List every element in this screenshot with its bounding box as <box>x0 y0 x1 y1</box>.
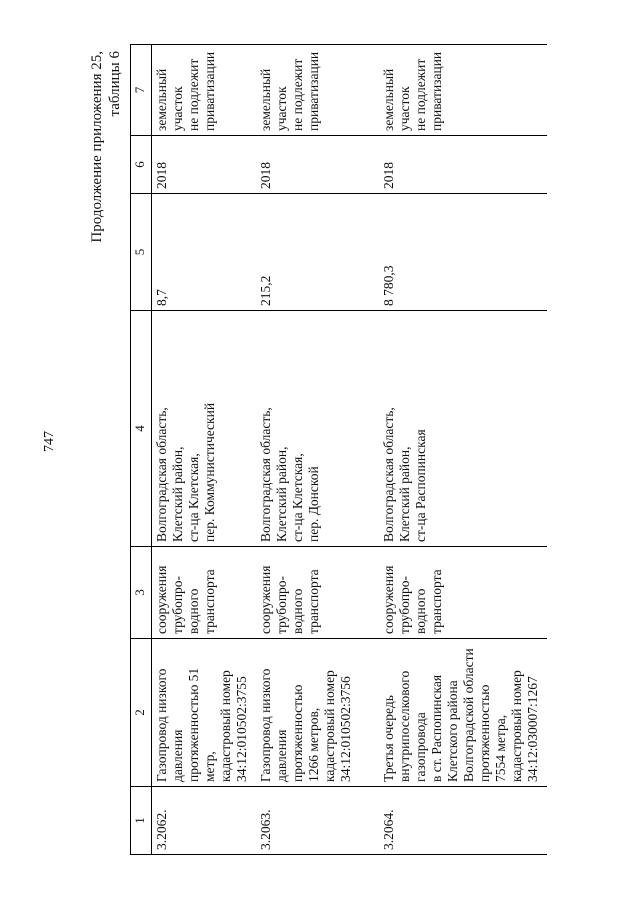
continuation-line-1: Продолжение приложения 25, <box>89 51 105 243</box>
object-note: земельный участок не подлежит приватизации <box>256 45 379 136</box>
continuation-line-2: таблицы 6 <box>107 51 123 117</box>
object-value: 215,2 <box>256 194 379 311</box>
object-note: земельный участок не подлежит приватизации <box>152 45 257 136</box>
object-value: 8,7 <box>152 194 257 311</box>
object-name: Газопровод низкого давления протяженностью 1266 метров, кадастровый номер 34:12:010502:3756 <box>256 639 379 787</box>
row-number: 3.2064. <box>379 787 547 855</box>
column-header-4: 4 <box>131 311 152 547</box>
property-table <box>130 44 547 855</box>
object-purpose: сооружения трубопро- водного транспорта <box>152 547 257 639</box>
column-header-2: 2 <box>131 639 152 787</box>
table-row <box>256 45 379 855</box>
column-header-7: 7 <box>131 45 152 136</box>
column-header-1: 1 <box>131 787 152 855</box>
object-address: Волгоградская область, Клетский район, ст-ца Клетская, пер. Донской <box>256 311 379 547</box>
object-purpose: сооружения трубопро- водного транспорта <box>256 547 379 639</box>
object-value: 8 780,3 <box>379 194 547 311</box>
table-row <box>379 45 547 855</box>
object-name: Третья очередь внутрипоселкового газопровода в ст. Распопинская Клетского района Волгоградской области протяженностью 7554 метра, кадастровый номер 34:12:030007:1267 <box>379 639 547 787</box>
row-number: 3.2062. <box>152 787 257 855</box>
object-address: Волгоградская область, Клетский район, ст-ца Распопинская <box>379 311 547 547</box>
object-address: Волгоградская область, Клетский район, ст-ца Клетская, пер. Коммунистический <box>152 311 257 547</box>
object-note: земельный участок не подлежит приватизации <box>379 45 547 136</box>
object-year: 2018 <box>379 136 547 194</box>
object-name: Газопровод низкого давления протяженностью 51 метр, кадастровый номер 34:12:010502:3755 <box>152 639 257 787</box>
object-purpose: сооружения трубопро- водного транспорта <box>379 547 547 639</box>
continuation-header <box>88 45 130 855</box>
object-year: 2018 <box>256 136 379 194</box>
column-header-5: 5 <box>131 194 152 311</box>
rotated-page-content <box>88 45 547 855</box>
table-row <box>152 45 257 855</box>
column-header-3: 3 <box>131 547 152 639</box>
page-number: 747 <box>42 431 57 452</box>
column-header-6: 6 <box>131 136 152 194</box>
column-number-row <box>131 45 152 855</box>
row-number: 3.2063. <box>256 787 379 855</box>
object-year: 2018 <box>152 136 257 194</box>
